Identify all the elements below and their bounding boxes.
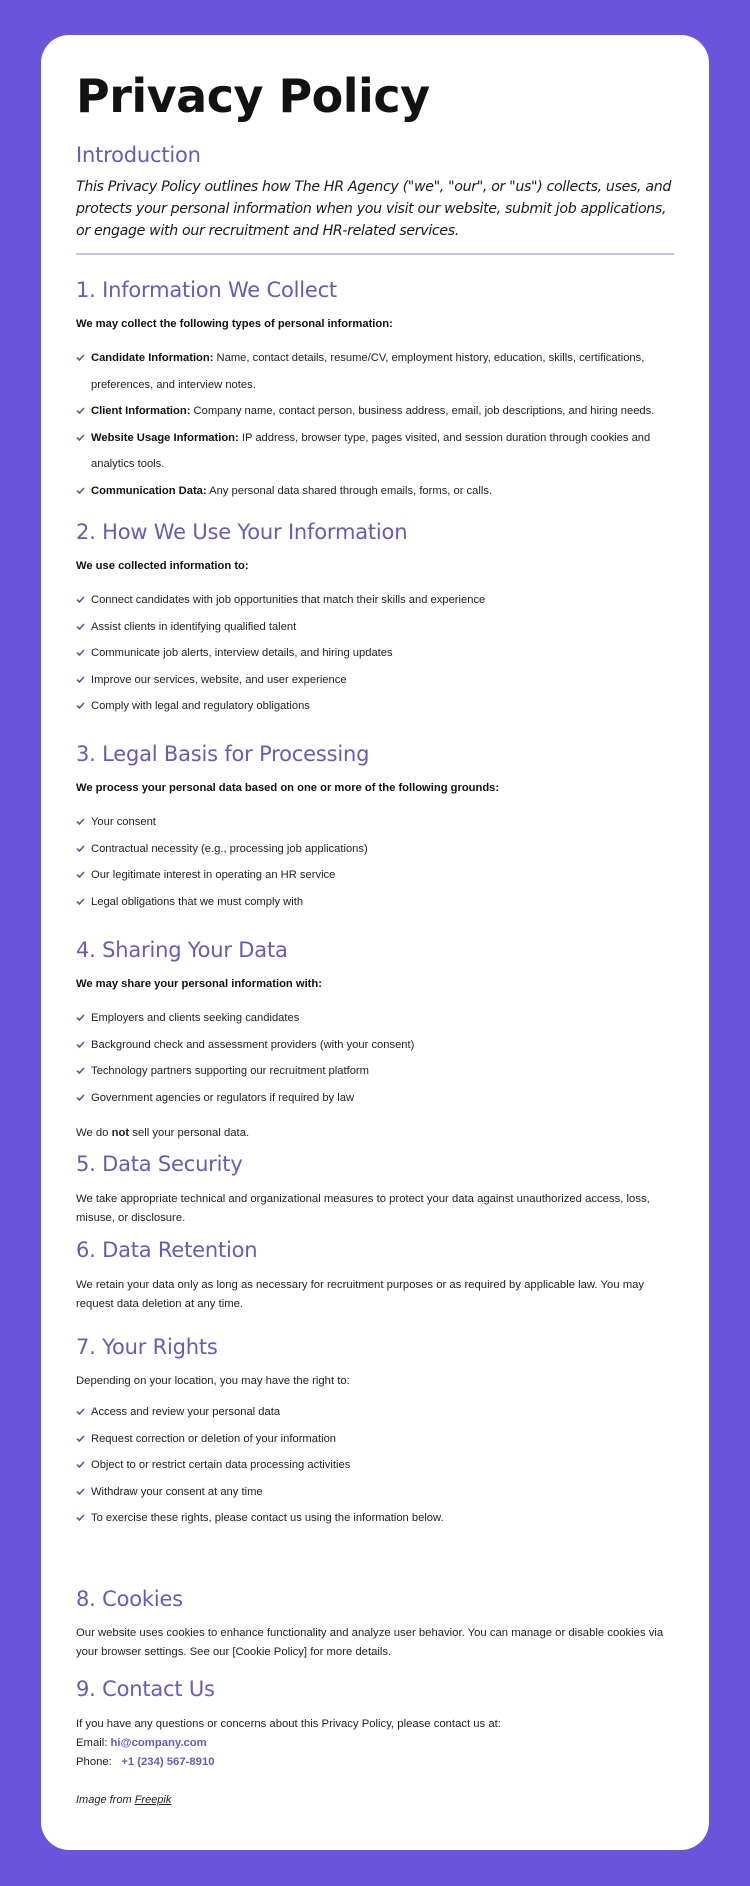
intro-heading: Introduction <box>76 143 201 167</box>
list-item <box>76 640 674 667</box>
section-3-heading: 3. Legal Basis for Processing <box>76 742 370 766</box>
list-item <box>76 1505 459 1532</box>
item-text: Legal obligations that we must comply with <box>91 895 304 908</box>
credit-prefix: Image from <box>76 1794 135 1806</box>
item-text: Background check and assessment providers (with your consent) <box>91 1038 415 1051</box>
section-3-lead: We process your personal data based on one or more of the following grounds: <box>76 782 500 794</box>
check-icon <box>76 1094 85 1101</box>
check-icon <box>76 702 85 709</box>
item-text: Object to or restrict certain data processing activities <box>91 1459 351 1471</box>
section-7-list <box>76 1399 459 1532</box>
list-item <box>76 1005 674 1032</box>
image-credit <box>76 1794 674 1806</box>
item-text: Communicate job alerts, interview details, and hiring updates <box>91 647 393 659</box>
section-8-text: Our website uses cookies to enhance functionality and analyze user behavior. You can manage or disable cookies via your browser settings. See our [Cookie Policy] for more details. <box>76 1627 664 1658</box>
section-2-lead: We use collected information to: <box>76 560 249 572</box>
check-icon <box>76 596 85 603</box>
check-icon <box>76 1041 85 1048</box>
check-icon <box>76 1488 85 1495</box>
check-icon <box>76 649 85 656</box>
section-4-lead: We may share your personal information with: <box>76 978 322 990</box>
item-text: Company name, contact person, business address, email, job descriptions, and hiring needs. <box>190 405 655 417</box>
check-icon <box>76 434 85 441</box>
item-text: IP address, browser type, pages visited, and session duration through cookies and analytics tools. <box>91 431 651 470</box>
check-icon <box>76 1435 85 1442</box>
intro-text: This Privacy Policy outlines how The HR Agency ("we", "our", or "us") collects, uses, and protects your personal information when you visit our website, submit job applications, or engage with our recruitment and HR-related services. <box>76 179 671 239</box>
item-label: Website Usage Information: <box>91 431 239 444</box>
phone-line <box>76 1753 674 1772</box>
item-text: Any personal data shared through emails, forms, or calls. <box>206 484 493 497</box>
list-item <box>76 345 695 398</box>
list-item <box>76 809 674 836</box>
list-item <box>76 1032 674 1059</box>
section-7-lead: Depending on your location, you may have the right to: <box>76 1375 350 1387</box>
list-item <box>76 693 674 720</box>
section-4-heading: 4. Sharing Your Data <box>76 938 288 962</box>
note-text: We do <box>76 1127 112 1139</box>
section-3-list <box>76 809 674 915</box>
section-1-lead: We may collect the following types of personal information: <box>76 318 393 330</box>
item-text: Contractual necessity (e.g., processing job applications) <box>91 842 368 855</box>
section-2-list <box>76 587 674 720</box>
list-item <box>76 1058 674 1085</box>
section-2-heading: 2. How We Use Your Information <box>76 520 408 544</box>
section-7-heading: 7. Your Rights <box>76 1335 218 1359</box>
list-item <box>76 1452 459 1479</box>
item-text: Our legitimate interest in operating an HR service <box>91 869 336 881</box>
divider <box>76 253 674 255</box>
check-icon <box>76 898 85 905</box>
policy-card <box>41 35 709 1850</box>
check-icon <box>76 354 85 361</box>
check-icon <box>76 487 85 494</box>
item-label: Candidate Information: <box>91 352 214 364</box>
section-1-list <box>76 345 695 504</box>
list-item <box>76 889 674 916</box>
section-6-text: We retain your data only as long as necessary for recruitment purposes or as required by applicable law. You may request data deletion at any time. <box>76 1279 645 1310</box>
check-icon <box>76 407 85 414</box>
list-item <box>76 862 674 889</box>
check-icon <box>76 1461 85 1468</box>
item-text: Connect candidates with job opportunities that match their skills and experience <box>91 594 486 606</box>
email-label: Email: <box>76 1737 111 1749</box>
section-6-heading: 6. Data Retention <box>76 1238 258 1262</box>
check-icon <box>76 1514 85 1521</box>
check-icon <box>76 676 85 683</box>
section-4-list <box>76 1005 674 1111</box>
item-text: Access and review your personal data <box>91 1406 281 1418</box>
check-icon <box>76 818 85 825</box>
item-label: Client Information: <box>91 405 191 417</box>
section-9-text: If you have any questions or concerns about this Privacy Policy, please contact us at: <box>76 1718 501 1730</box>
list-item <box>76 587 674 614</box>
section-5-heading: 5. Data Security <box>76 1152 243 1176</box>
note-text: sell your personal data. <box>129 1127 250 1139</box>
no-sell-note <box>76 1124 674 1143</box>
section-1-heading: 1. Information We Collect <box>76 278 337 302</box>
item-text: Technology partners supporting our recruitment platform <box>91 1065 369 1077</box>
item-text: Your consent <box>91 816 156 828</box>
phone-link[interactable]: +1 (234) 567-8910 <box>121 1756 215 1768</box>
note-bold: not <box>111 1127 130 1139</box>
section-9-heading: 9. Contact Us <box>76 1677 215 1701</box>
check-icon <box>76 871 85 878</box>
page-title: Privacy Policy <box>76 69 430 123</box>
check-icon <box>76 1408 85 1415</box>
section-8-heading: 8. Cookies <box>76 1587 183 1611</box>
check-icon <box>76 623 85 630</box>
list-item <box>76 1479 459 1506</box>
email-link[interactable]: hi@company.com <box>110 1737 207 1749</box>
check-icon <box>76 845 85 852</box>
item-text: Withdraw your consent at any time <box>91 1485 263 1498</box>
check-icon <box>76 1067 85 1074</box>
list-item <box>76 667 674 694</box>
list-item <box>76 614 674 641</box>
email-line <box>76 1734 674 1753</box>
item-text: To exercise these rights, please contact us using the information below. <box>91 1512 444 1524</box>
freepik-link[interactable]: Freepik <box>134 1794 172 1806</box>
item-text: Request correction or deletion of your information <box>91 1432 337 1445</box>
list-item <box>76 398 695 425</box>
item-text: Government agencies or regulators if required by law <box>91 1091 355 1104</box>
list-item <box>76 1085 674 1112</box>
phone-label: Phone: <box>76 1756 112 1768</box>
item-text: Name, contact details, resume/CV, employment history, education, skills, certifications, preferences, and interview notes. <box>91 352 645 391</box>
list-item <box>76 425 695 478</box>
list-item <box>76 478 695 505</box>
list-item <box>76 1426 459 1453</box>
section-5-text: We take appropriate technical and organizational measures to protect your data against unauthorized access, loss, misuse, or disclosure. <box>76 1193 650 1224</box>
list-item <box>76 836 674 863</box>
list-item <box>76 1399 459 1426</box>
item-text: Employers and clients seeking candidates <box>91 1012 300 1024</box>
item-text: Comply with legal and regulatory obligations <box>91 700 310 712</box>
check-icon <box>76 1014 85 1021</box>
item-text: Assist clients in identifying qualified talent <box>91 620 297 633</box>
item-label: Communication Data: <box>91 484 207 497</box>
item-text: Improve our services, website, and user experience <box>91 673 347 686</box>
